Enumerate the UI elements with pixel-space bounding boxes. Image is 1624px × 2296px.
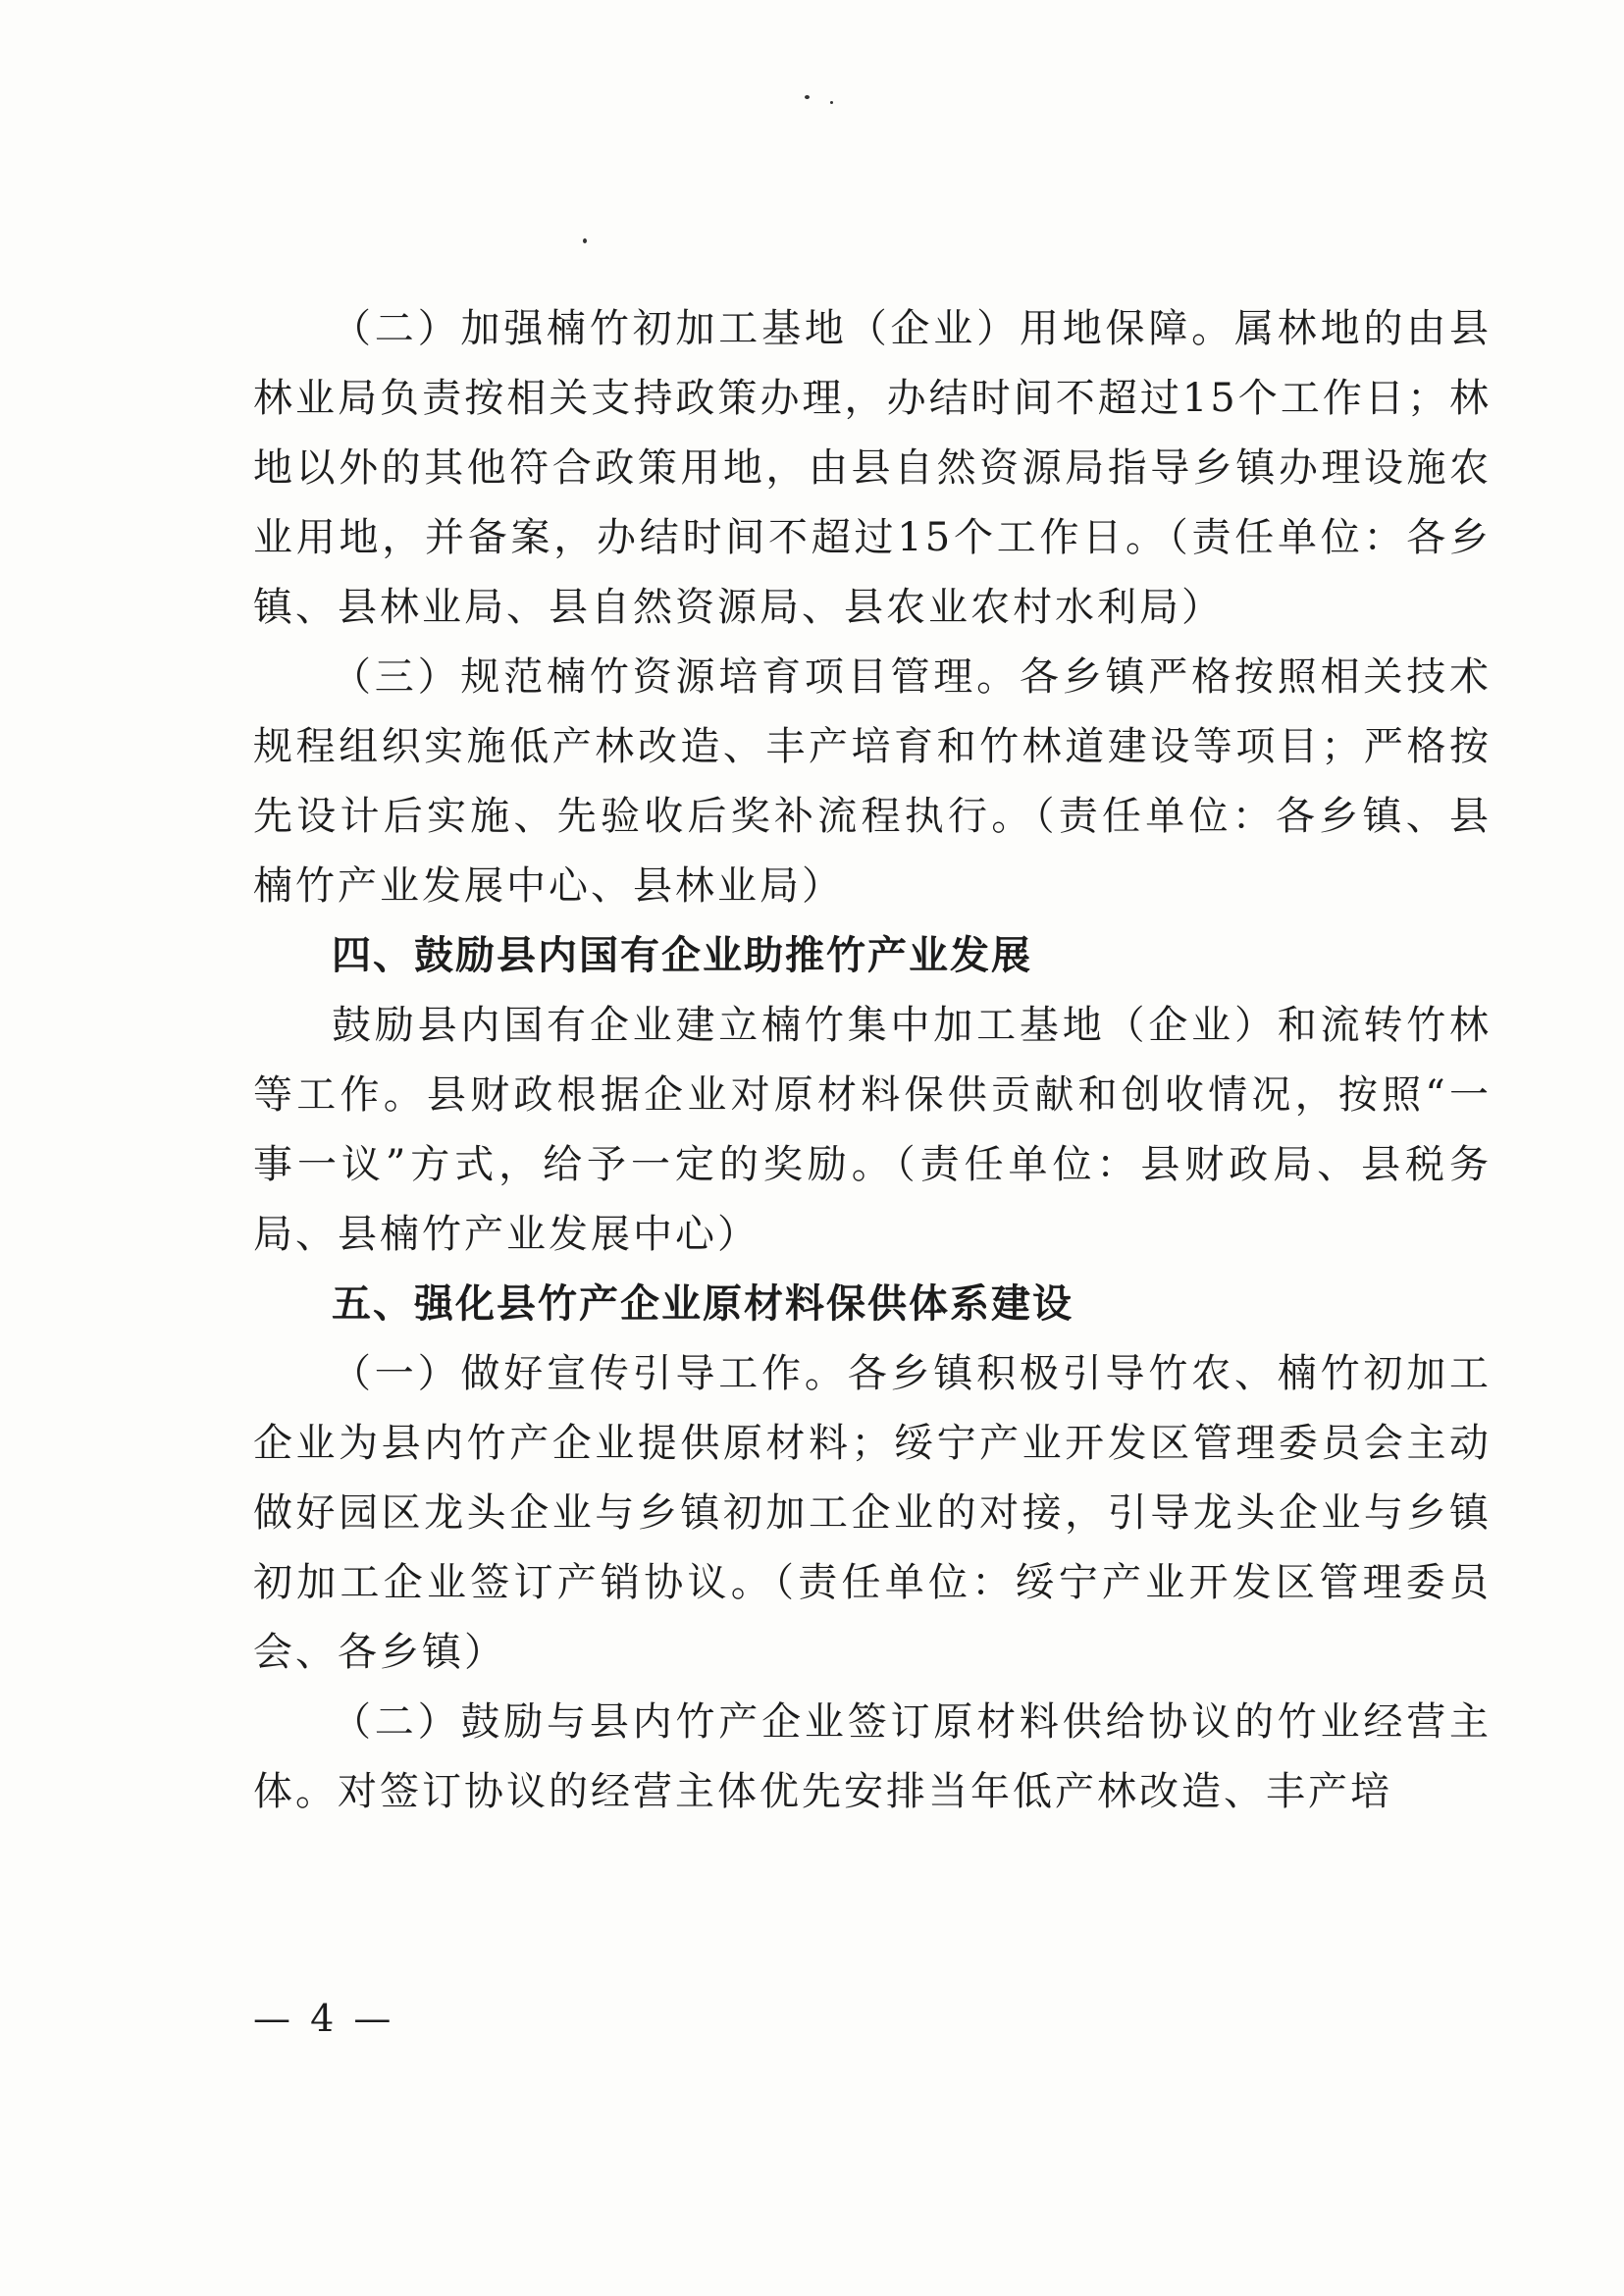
paragraph-state-enterprises: 鼓励县内国有企业建立楠竹集中加工基地（企业）和流转竹林等工作。县财政根据企业对原材料保供贡献和创收情况，按照“一事一议”方式，给予一定的奖励。（责任单位：县财政局、县税务局、县楠竹产业发展中心） bbox=[253, 1003, 1492, 1257]
section-heading-raw-materials: 五、强化县竹产企业原材料保供体系建设 bbox=[332, 1281, 1074, 1327]
paragraph-publicity-guidance: （一）做好宣传引导工作。各乡镇积极引导竹农、楠竹初加工企业为县内竹产企业提供原材料；绥宁产业开发区管理委员会主动做好园区龙头企业与乡镇初加工企业的对接，引导龙头企业与乡镇初加工企业签订产销协议。（责任单位：绥宁产业开发区管理委员会、各乡镇） bbox=[253, 1351, 1492, 1675]
paragraph-resource-projects: （三）规范楠竹资源培育项目管理。各乡镇严格按照相关技术规程组织实施低产林改造、丰产培育和竹林道建设等项目；严格按先设计后实施、先验收后奖补流程执行。（责任单位：各乡镇、县楠竹产业发展中心、县林业局） bbox=[253, 654, 1492, 909]
scan-speck bbox=[830, 101, 833, 104]
scan-speck bbox=[583, 238, 587, 243]
section-heading-state-enterprises: 四、鼓励县内国有企业助推竹产业发展 bbox=[332, 933, 1032, 978]
paragraph-supply-agreements: （二）鼓励与县内竹产企业签订原材料供给协议的竹业经营主体。对签订协议的经营主体优先安排当年低产林改造、丰产培 bbox=[253, 1699, 1492, 1814]
document-body bbox=[253, 294, 1492, 1827]
scan-speck bbox=[805, 95, 810, 99]
paragraph-land-use: （二）加强楠竹初加工基地（企业）用地保障。属林地的由县林业局负责按相关支持政策办理，办结时间不超过15个工作日；林地以外的其他符合政策用地，由县自然资源局指导乡镇办理设施农业用地，并备案，办结时间不超过15个工作日。（责任单位：各乡镇、县林业局、县自然资源局、县农业农村水利局） bbox=[253, 306, 1492, 630]
page-number: — 4 — bbox=[253, 1997, 395, 2040]
